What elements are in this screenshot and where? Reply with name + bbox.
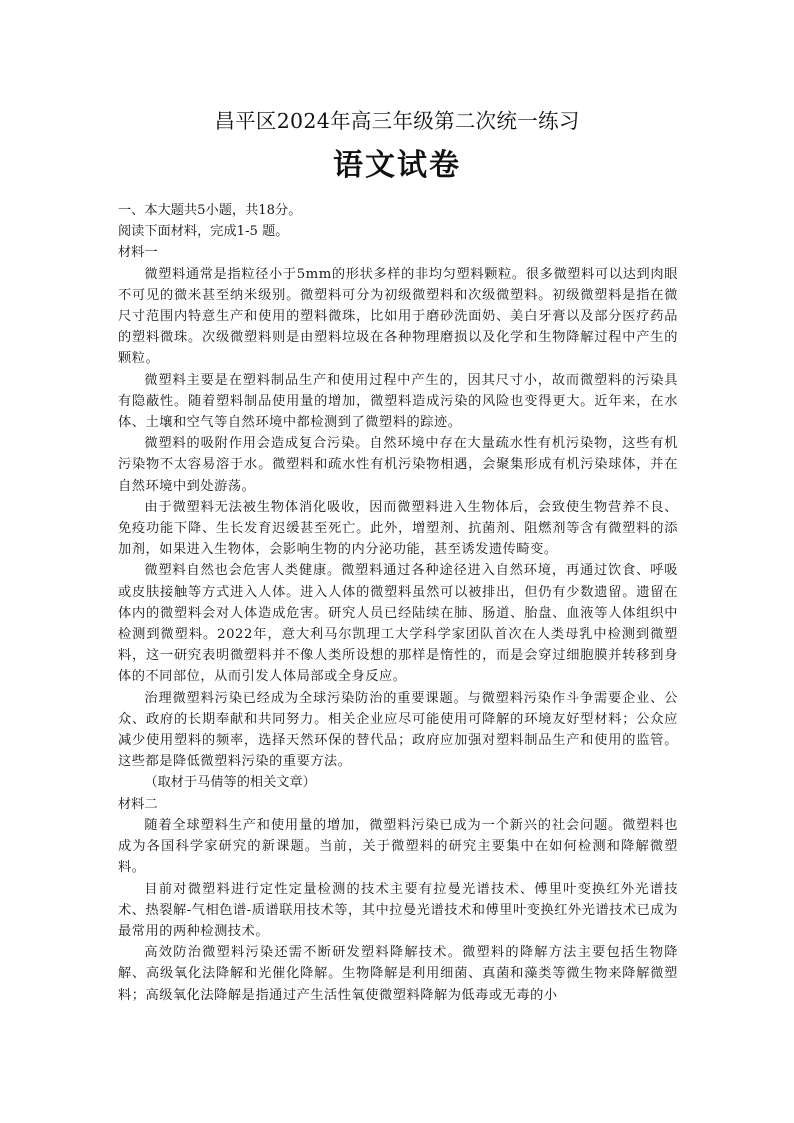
exam-subtitle: 昌平区2024年高三年级第二次统一练习 xyxy=(214,109,580,133)
material-2-paragraph: 目前对微塑料进行定性定量检测的技术主要有拉曼光谱技术、傅里叶变换红外光谱技术、热裂解-气相色谱-质谱联用技术等，其中拉曼光谱技术和傅里叶变换红外光谱技术已成为最常用的两种检测技术。 xyxy=(118,881,678,939)
section-instruction: 阅读下面材料，完成1-5 题。 xyxy=(118,224,289,240)
material-1-paragraph: 微塑料的吸附作用会造成复合污染。自然环境中存在大量疏水性有机污染物，这些有机污染物不太容易溶于水。微塑料和疏水性有机污染物相遇，会聚集形成有机污染球体，并在自然环境中到处游荡。 xyxy=(118,436,678,494)
exam-body xyxy=(118,200,678,1006)
material-1-source: （取材于马倩等的相关文章） xyxy=(144,775,316,791)
material-2-label: 材料二 xyxy=(118,796,158,812)
material-1-paragraph: 微塑料通常是指粒径小于5mm的形状多样的非均匀塑料颗粒。很多微塑料可以达到肉眼不可见的微米甚至纳米级别。微塑料可分为初级微塑料和次级微塑料。初级微塑料是指在微尺寸范围内特意生产和使用的塑料微珠，比如用于磨砂洗面奶、美白牙膏以及部分医疗药品的塑料微珠。次级微塑料则是由塑料垃圾在各种物理磨损以及化学和生物降解过程中产生的颗粒。 xyxy=(118,266,678,367)
material-2-paragraph: 高效防治微塑料污染还需不断研发塑料降解技术。微塑料的降解方法主要包括生物降解、高级氧化法降解和光催化降解。生物降解是利用细菌、真菌和藻类等微生物来降解微塑料；高级氧化法降解是指通过产生活性氧使微塑料降解为低毒或无毒的小 xyxy=(118,945,678,1003)
material-2-paragraph: 随着全球塑料生产和使用量的增加，微塑料污染已成为一个新兴的社会问题。微塑料也成为各国科学家研究的新课题。当前，关于微塑料的研究主要集中在如何检测和降解微塑料。 xyxy=(118,817,678,876)
material-1-paragraph: 微塑料自然也会危害人类健康。微塑料通过各种途径进入自然环境，再通过饮食、呼吸或皮肤接触等方式进入人体。进入人体的微塑料虽然可以被排出，但仍有少数遗留。遗留在体内的微塑料会对人体造成危害。研究人员已经陆续在肺、肠道、胎盘、血液等人体组织中检测到微塑料。2022年，意大利马尔凯理工大学科学家团队首次在人类母乳中检测到微塑料，这一研究表明微塑料并不像人类所设想的那样是惰性的，而是会穿过细胞膜并转移到身体的不同部位，从而引发人体局部或全身反应。 xyxy=(118,563,678,685)
section-heading: 一、本大题共5小题，共18分。 xyxy=(118,203,302,218)
exam-title: 语文试卷 xyxy=(333,148,461,183)
material-1-paragraph: 由于微塑料无法被生物体消化吸收，因而微塑料进入生物体后，会致使生物营养不良、免疫功能下降、生长发育迟缓甚至死亡。此外，增塑剂、抗菌剂、阻燃剂等含有微塑料的添加剂，如果进入生物体，会影响生物的内分泌功能，甚至诱发遗传畸变。 xyxy=(118,499,678,558)
material-1-paragraph: 治理微塑料污染已经成为全球污染防治的重要课题。与微塑料污染作斗争需要企业、公众、政府的长期奉献和共同努力。相关企业应尽可能使用可降解的环境友好型材料；公众应减少使用塑料的频率，选择天然环保的替代品；政府应加强对塑料制品生产和使用的监管。这些都是降低微塑料污染的重要方法。 xyxy=(118,690,678,770)
material-1-label: 材料一 xyxy=(118,245,158,261)
material-1-paragraph: 微塑料主要是在塑料制品生产和使用过程中产生的，因其尺寸小，故而微塑料的污染具有隐蔽性。随着塑料制品使用量的增加，微塑料造成污染的风险也变得更大。近年来，在水体、土壤和空气等自然环境中都检测到了微塑料的踪迹。 xyxy=(118,372,678,431)
